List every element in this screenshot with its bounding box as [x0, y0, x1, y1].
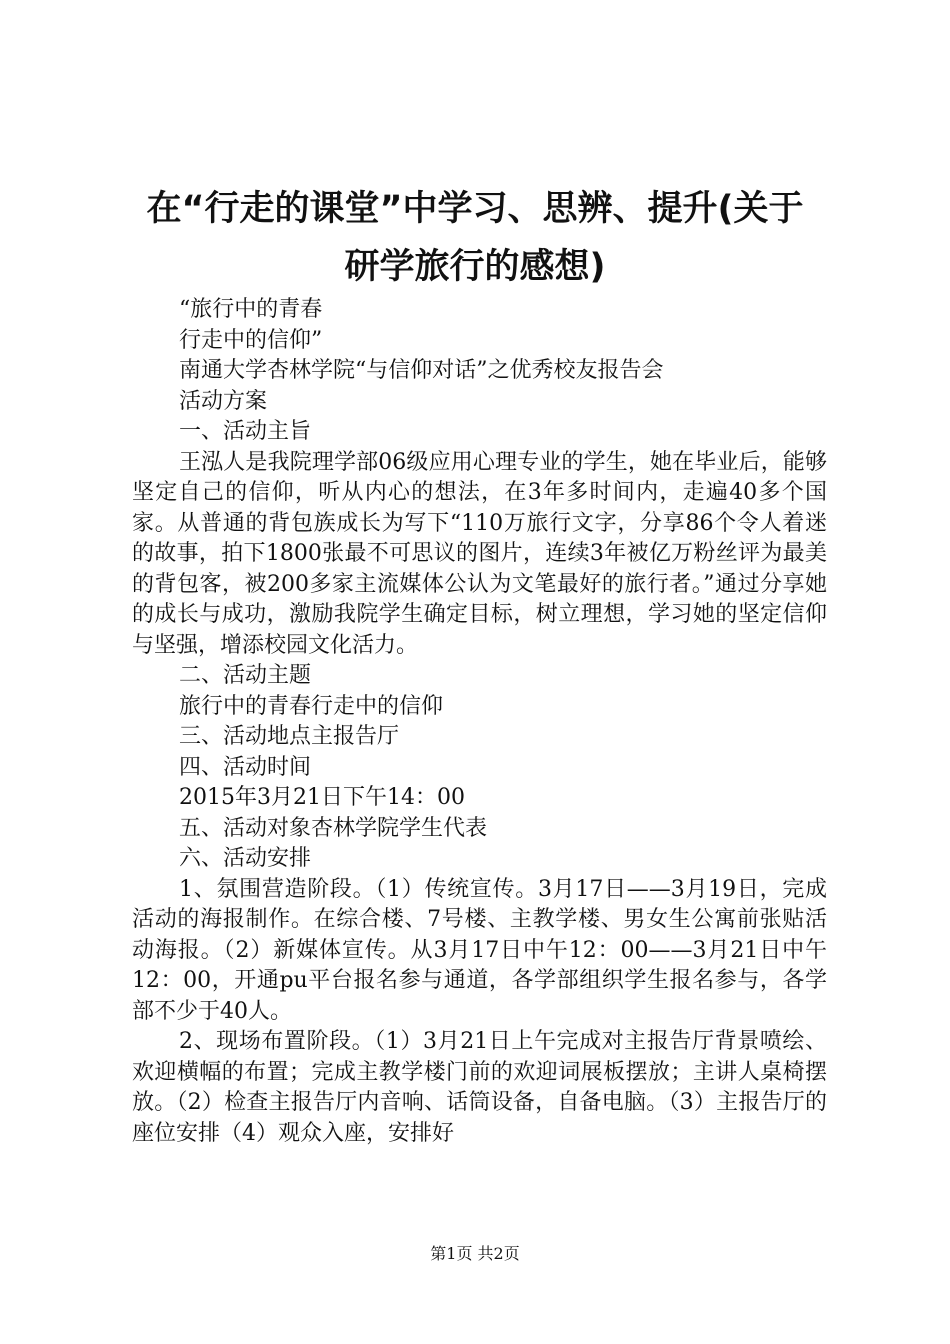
paragraph: 2、现场布置阶段。（1）3月21日上午完成对主报告厅背景喷绘、欢迎横幅的布置；完成主教学楼门前的欢迎词展板摆放；主讲人桌椅摆放。（2）检查主报告厅内音响、话筒设备，自备电脑。（3）主报告厅的座位安排（4）观众入座，安排好 [132, 1029, 827, 1146]
section-heading: 二、活动主题 [179, 663, 312, 688]
section-heading: 三、活动地点主报告厅 [179, 724, 400, 749]
document-body [132, 295, 827, 1149]
paragraph: 旅行中的青春行走中的信仰 [179, 693, 444, 719]
section-heading: 四、活动时间 [179, 754, 312, 780]
page-footer: 第1页 共2页 [430, 1244, 520, 1263]
paragraph: 活动方案 [179, 388, 268, 414]
document-title-line-2: 研学旅行的感想) [344, 247, 606, 287]
section-heading: 五、活动对象杏林学院学生代表 [179, 815, 488, 841]
paragraph: 2015年3月21日下午14：00 [179, 785, 465, 810]
section-heading: 六、活动安排 [179, 846, 312, 871]
paragraph: “旅行中的青春 [179, 297, 323, 322]
section-heading: 一、活动主旨 [179, 419, 312, 444]
paragraph: 行走中的信仰” [179, 327, 323, 353]
paragraph: 王泓人是我院理学部06级应用心理专业的学生，她在毕业后，能够坚定自己的信仰，听从内心的想法，在3年多时间内，走遍40多个国家。从普通的背包族成长为写下“110万旅行文字，分享86个令人着迷的故事，拍下1800张最不可思议的图片，连续3年被亿万粉丝评为最美的背包客，被200多家主流媒体公认为文笔最好的旅行者。”通过分享她的成长与成功，激励我院学生确定目标，树立理想，学习她的坚定信仰与坚强，增添校园文化活力。 [132, 449, 827, 658]
paragraph: 1、氛围营造阶段。（1）传统宣传。3月17日——3月19日，完成活动的海报制作。在综合楼、7号楼、主教学楼、男女生公寓前张贴活动海报。（2）新媒体宣传。从3月17日中午12：00——3月21日中午12：00，开通pu平台报名参与通道，各学部组织学生报名参与，各学部不少于40人。 [132, 876, 827, 1024]
paragraph: 南通大学杏林学院“与信仰对话”之优秀校友报告会 [179, 358, 664, 383]
document-title-line-1: 在“行走的课堂”中学习、思辨、提升(关于 [146, 189, 804, 229]
